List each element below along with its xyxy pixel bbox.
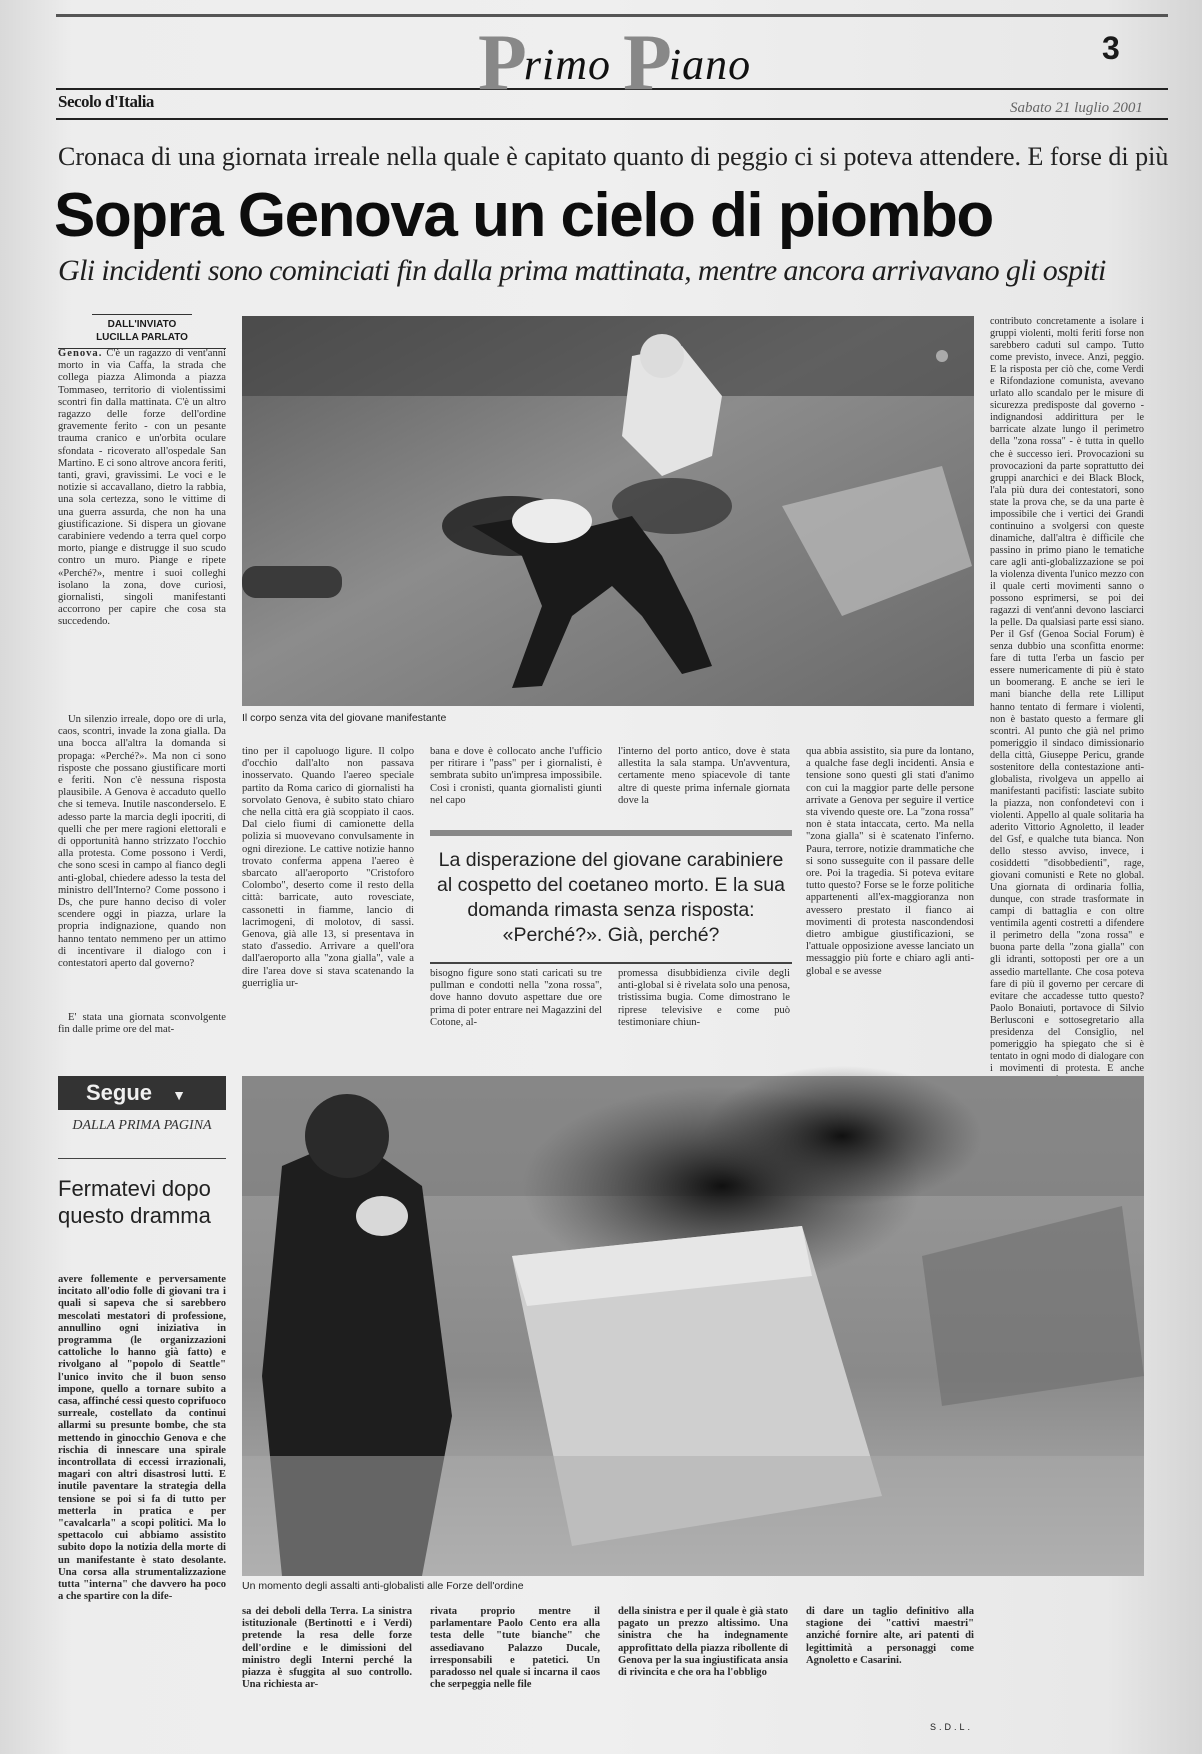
header-bottom-rule <box>56 118 1168 120</box>
dateline: Genova. <box>58 348 103 359</box>
editorial-column-1: avere follemente e perversamente incitato all'odio folle di giovani tra i quali si sapeva che si sarebbero mescolati mestatori di professione, annullino ogni iniziativa in programma (le organizzazioni cattoliche lo hanno già fatto) e rivolgano al "popolo di Seattle" l'unico invito che il buon senso impone, quello a tornare subito a casa, affinché cessi questo coprifuoco surreale, costellato da continui allarmi su presunte bombe, che sta mettendo in ginocchio Genova e che rischia di innescare una spirale incontrollata di eccessi irrazionali, magari con altri disastrosi lutti. E inutile paventare la strategia della tensione se poi si fa di tutto per metterla in pratica e per "cavalcarla" a scopi politici. Ma lo spettacolo cui abbiamo assistito subito dopo la notizia della morte di un manifestante è stato desolante. Una corsa alla strumentalizzazione tutta "interna" che davvero ha poco a che spartire con la dife- <box>58 1274 226 1603</box>
section-title-cap: P <box>623 19 673 107</box>
article-column-1b: Un silenzio irreale, dopo ore di urla, caos, scontri, invade la zona gialla. Da una bocca all'altra la domanda si propaga: «Perché?». Ma non ci sono risposte che possano giustificare morti e feriti. Non c'è nessuna risposta plausibile. A Genova è accaduto quello che si temeva. Inutile nasconderselo. E adesso parte la marcia degli ipocriti, di quelli che per mere ragioni elettorali e di opportunità hanno strizzato l'occhio alla protesta. Come possono i Verdi, che sono scesi in campo al fianco degli anti-global, chiedere adesso la testa del ministro dell'Interno? Come possono i Ds, che pure hanno deciso di voler scendere oggi in piazza, urlare la propria indignazione, quando non hanno tentato nemmeno per un attimo di incentivare il dialogo con i contestatori aperto dal governo? <box>58 714 226 970</box>
page-number: 3 <box>1102 30 1120 66</box>
editorial-column-4: della sinistra e per il quale è già stato pagato un prezzo altissimo. Una sinistra che ha indegnamente approfittato della piazza ribollente di Genova per la sua ingiustificata ansia di rivincita e che ora ha l'obbligo <box>618 1606 788 1679</box>
author-signature: S.D.L. <box>930 1722 974 1732</box>
pull-quote-box <box>430 830 792 964</box>
article-column-1c: E' stata una giornata sconvolgente fin dalle prime ore del mat- <box>58 1012 226 1036</box>
photo-1-caption: Il corpo senza vita del giovane manifestante <box>242 712 447 724</box>
photo-protester-body <box>242 316 974 706</box>
editorial-title: Fermatevi dopo questo dramma <box>58 1176 211 1228</box>
editorial-column-2: sa dei deboli della Terra. La sinistra istituzionale (Bertinotti e i Verdi) pretende la resa delle forze dell'ordine e le dimissioni del ministro degli Interni perché la piazza è sfuggita al suo controllo. Una richiesta ar- <box>242 1606 412 1691</box>
article-column-3a: bana e dove è collocato anche l'ufficio per ritirare i "pass" per i giornalisti, è sembrata subito un'impresa impossibile. Così i cronisti, quanta giornalisti giunti nel capo <box>430 746 602 806</box>
from-front-page: DALLA PRIMA PAGINA <box>72 1118 212 1133</box>
segue-rule <box>58 1158 226 1159</box>
article-column-6: contributo concretamente a isolare i gruppi violenti, molti feriti forse non sarebbero caduti sul campo. Tutto come previsto, invece. Anzi, peggio. E la risposta per ciò che, come Verdi e Rifondazione comunista, avevano urlato allo scandalo per le misure di sicurezza predisposte dal governo - indignandosi addirittura per le barricate alzate lungo il perimetro della "zona rossa" - è tutta in quello che è successo ieri. Provocazioni su provocazioni da parte soprattutto dei gruppi anarchici e dei Black Block, l'ala più dura dei contestatori, sono state la prova che, se da una parte è impossibile che i vertici dei Grandi continuino a svolgersi con queste dinamiche, dall'altra è difficile che passino in primo piano le tematiche care agli anti-globalizzazione se poi la violenza diventa l'unico mezzo con il quale certi movimenti sanno o possono esprimersi, se poi dei ragazzi di vent'anni devono lasciarci la pelle. Da qualsiasi parte essi siano. Per il Gsf (Genoa Social Forum) è senza dubbio una sconfitta enorme: fare di tutta l'erba un fascio per essere numericamente di più è stato un boomerang. E anche se ieri le mani bianche della rete Lilliput hanno tentato di fermare i violenti, non è bastato questo a fermare gli scontri. Al punto che già nel primo pomeriggio il sindaco dimissionario della città, Giuseppe Pericu, grande sostenitore della contestazione anti-globalista, rivolgeva un appello ai manifestanti pacifisti: lasciate subito la piazza, non confondetevi con i violenti. Appello al quale solitaria ha aderito Vittorio Agnoletto, il leader del Gsf, e qualche tuta bianca. Non dello stesso avviso, invece, i cosiddetti "disobbedienti", rage, giovani comunisti e Rete no global. Una giornata di ordinaria follia, dunque, con strade trasformate in campi di battaglia e con oltre ventimila agenti costretti a difendere il perimetro della "zona rossa" e buona parte della "zona gialla" con gli idranti, sottoposti per ore a un assedio martellante. Che cosa poteva fare di più il governo per cercare di evitare che accadesse tutto questo? Paolo Bonaiuti, portavoce di Silvio Berlusconi e sottosegretario alla presidenza del Consiglio, nel pomeriggio ha spiegato che si è tentato in ogni modo di dialogare con i movimenti di protesta. E anche <box>990 316 1144 1074</box>
chevron-down-icon: ▼ <box>172 1087 187 1103</box>
section-title-word: rimo <box>523 40 611 89</box>
article-column-3b: bisogno figure sono stati caricati su tre pullman e condotti nella "zona rossa", dove hanno dovuto aspettare due ore prima di poter entrare nei Magazzini del Cotone, al- <box>430 968 602 1028</box>
issue-date: Sabato 21 luglio 2001 <box>1010 100 1143 116</box>
section-title-cap: P <box>478 19 528 107</box>
article-column-4a: l'interno del porto antico, dove è stata allestita la sala stampa. Un'avventura, certamente meno spiacevole di tante altre di queste prima infernale giornata dove la <box>618 746 790 806</box>
editorial-column-3: rivata proprio mentre il parlamentare Paolo Cento era alla testa delle "tute bianche" che assediavano Palazzo Ducale, irresponsabili e patetici. Un paradosso nel quale si incarna il caos che serpeggia nelle file <box>430 1606 600 1691</box>
article-column-2: tino per il capoluogo ligure. Il colpo d'occhio dall'alto non passava inosservato. Quando l'aereo speciale partito da Roma carico di giornalisti ha sorvolato Genova, è subito stato chiaro che nella città era già scoppiato il caos. Dal cielo fiumi di camionette della polizia si muovevano convulsamente in ogni direzione. Le cattive notizie hanno trovato conferma appena l'aereo è sbarcato all'aeroporto "Cristoforo Colombo", deserto come il resto della città: barricate, auto rovesciate, cassonetti in fiamme, lancio di lacrimogeni, di molotov, di sassi. Genova, già alle 13, si presentava in stato d'assedio. Arrivare a quell'ora dall'aeroporto alla "zona gialla", vale a dire l'area dove si stava scatenando la guerriglia ur- <box>242 746 414 989</box>
subheadline: Gli incidenti sono cominciati fin dalla prima mattinata, mentre ancora arrivavano gli ospiti <box>58 254 1106 287</box>
photo-riot-police <box>242 1076 1144 1576</box>
section-title <box>478 18 751 109</box>
photo-riot-police-image <box>242 1076 1144 1576</box>
photo-2-caption: Un momento degli assalti anti-globalisti alle Forze dell'ordine <box>242 1580 524 1592</box>
article-column-4b: promessa disubbidienza civile degli anti-global si è rivelata solo una penosa, tristissima bugia. Come dimostrano le riprese televisive e come può testimoniare chiun- <box>618 968 790 1028</box>
pull-quote: La disperazione del giovane carabiniere al cospetto del coetaneo morto. E la sua domanda rimasta senza risposta: «Perché?». Già, perché? <box>437 849 785 946</box>
article-column-5: qua abbia assistito, sia pure da lontano, a qualche fase degli incidenti. Ansia e tensione sono questi gli stati d'animo con cui la maggior parte delle persone arrivate a Genova per seguire il vertice sta vivendo queste ore. La "zona rossa" non è stata intaccata, certo. Ma nella "zona gialla" si è scatenato l'inferno. Paura, terrore, notizie drammatiche che si sono susseguite con il passare delle ore. Poi la tragedia. Si poteva evitare tutto questo? Forse se le forze politiche appartenenti all'ex-maggioranza non avessero prestato il fianco ai movimenti di protesta nascondendosi dietro ambigue giustificazioni, se l'attuale opposizione avesse lanciato un messaggio più forte e chiaro agli anti-global e se avesse <box>806 746 974 977</box>
article-text: C'è un ragazzo di vent'anni morto in via Caffa, la strada che collega piazza Alimonda a piazza Tommaseo, territorio di violentissimi scontri fin dalla mattinata. C'è un altro ragazzo delle forze dell'ordine gravemente ferito - con un pesante trauma cranico e un'orbita oculare sfondata - ricoverato all'ospedale San Martino. E ci sono altrove ancora feriti, tanti, gravi, gravissimi. Le voci e le notizie si accavallano, dietro la rabbia, una sola certezza, sono le vittime di una guerra assurda, che non ha una giustificazione. Si dispera un giovane carabiniere vedendo a terra quel corpo morto, piange e distrugge il suo scudo contro un muro. Piange e ripete «Perché?», mentre i suoi colleghi isolano la zona, dove curiosi, giornalisti, singoli manifestanti accorrono per capire che cosa sta succedendo. <box>58 348 227 628</box>
byline-rule <box>92 314 192 315</box>
section-title-word: iano <box>668 40 752 89</box>
top-rule <box>56 14 1168 17</box>
byline <box>58 314 226 349</box>
byline-author: LUCILLA PARLATO <box>96 332 188 343</box>
newspaper-name: Secolo d'Italia <box>58 92 154 111</box>
segue-banner <box>58 1076 226 1110</box>
editorial-column-5: di dare un taglio definitivo alla stagione dei "cattivi maestri" anziché fornire alte, ari patenti di legittimità a personaggi come Agnoletto e Casarini. <box>806 1606 974 1666</box>
headline: Sopra Genova un cielo di piombo <box>54 181 993 250</box>
photo-protester-body-image <box>242 316 974 706</box>
article-column-1 <box>58 348 226 714</box>
kicker: Cronaca di una giornata irreale nella quale è capitato quanto di peggio ci si poteva attendere. E forse di più <box>58 142 1169 171</box>
byline-role: DALL'INVIATO <box>107 319 177 330</box>
segue-label: Segue <box>86 1080 153 1105</box>
